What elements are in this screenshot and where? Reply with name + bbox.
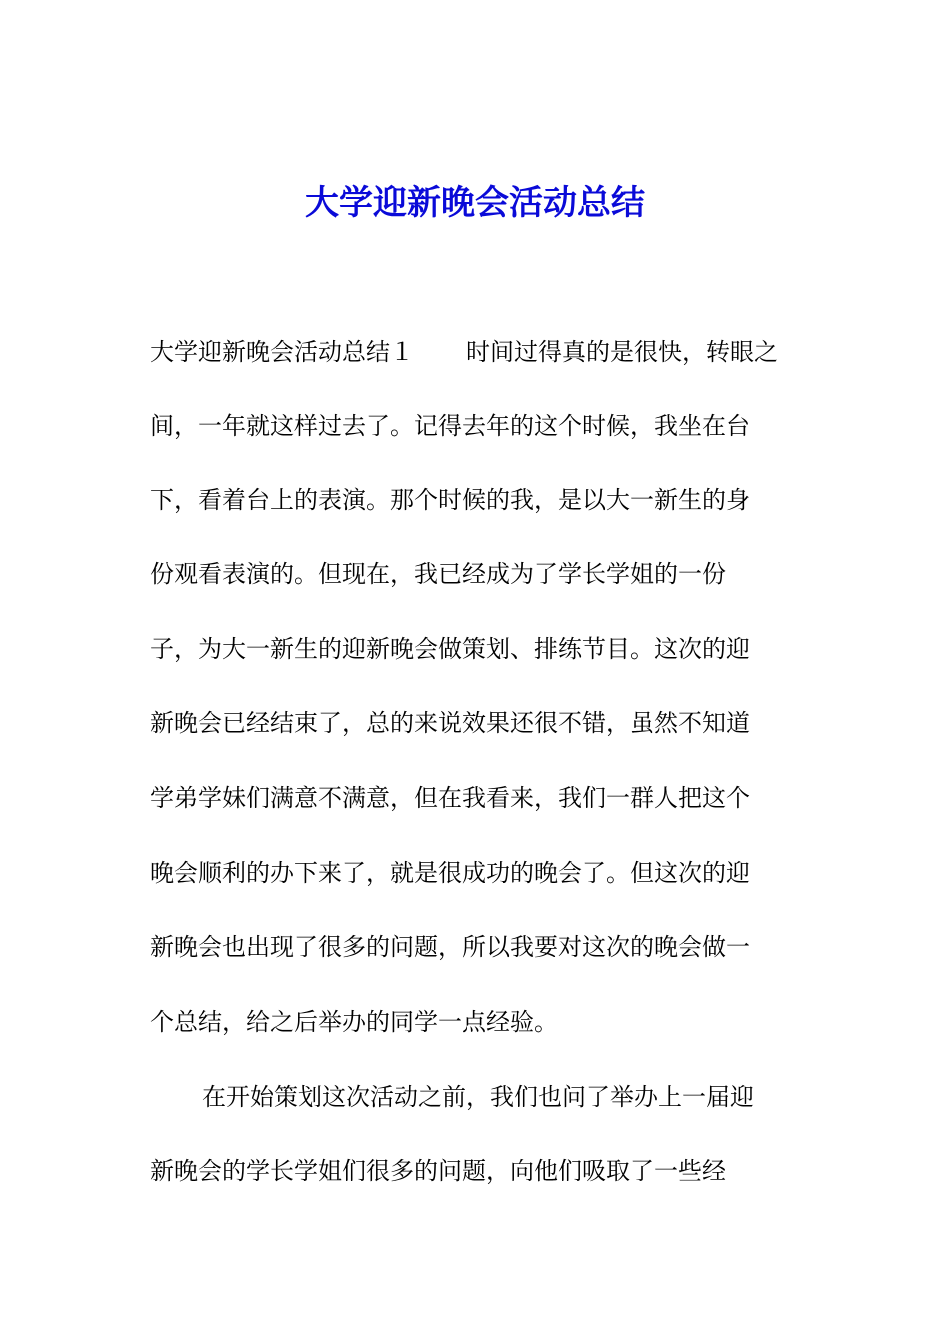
paragraph-line	[150, 335, 830, 369]
paragraph-line: 新晚会也出现了很多的问题，所以我要对这次的晚会做一	[150, 933, 750, 961]
paragraph-line: 下，看着台上的表演。那个时候的我，是以大一新生的身	[150, 486, 750, 514]
paragraph-line: 晚会顺利的办下来了，就是很成功的晚会了。但这次的迎	[150, 859, 750, 887]
paragraph-line: 新晚会的学长学姐们很多的问题，向他们吸取了一些经	[150, 1157, 726, 1185]
paragraph-line: 间，一年就这样过去了。记得去年的这个时候，我坐在台	[150, 412, 750, 440]
paragraph-text: 时间过得真的是很快，转眼之	[466, 338, 778, 366]
paragraph-line: 份观看表演的。但现在，我已经成为了学长学姐的一份	[150, 560, 726, 588]
paragraph-line: 子，为大一新生的迎新晚会做策划、排练节目。这次的迎	[150, 635, 750, 663]
section-heading: 大学迎新晚会活动总结１	[150, 338, 414, 366]
paragraph-line: 新晚会已经结束了，总的来说效果还很不错，虽然不知道	[150, 709, 750, 737]
paragraph-line: 个总结，给之后举办的同学一点经验。	[150, 1008, 558, 1036]
paragraph-line: 学弟学妹们满意不满意，但在我看来，我们一群人把这个	[150, 784, 750, 812]
document-title: 大学迎新晚会活动总结	[305, 183, 645, 223]
paragraph-line: 在开始策划这次活动之前，我们也问了举办上一届迎	[202, 1083, 754, 1111]
